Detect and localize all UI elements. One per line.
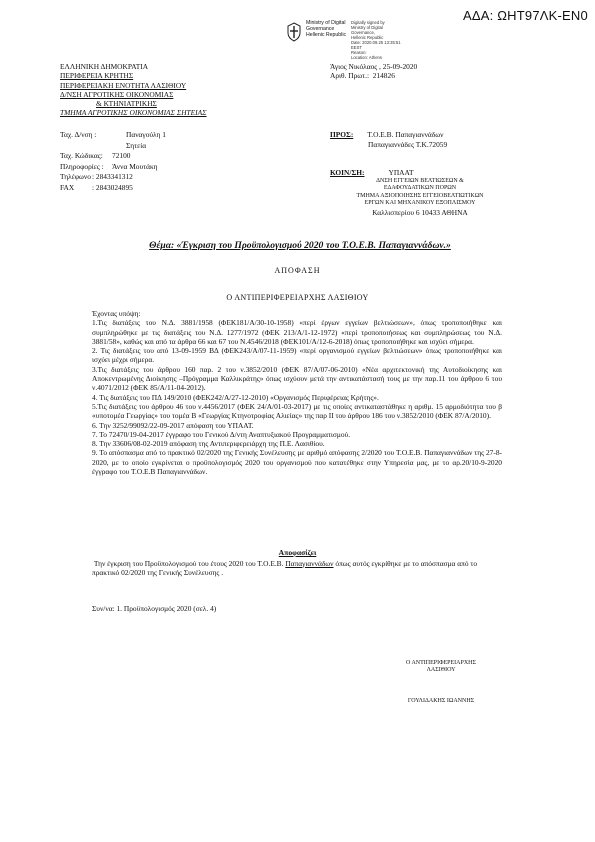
recipient-name: Τ.Ο.Ε.Β. Παπαγιαννάδων — [367, 130, 444, 139]
official-heading: Ο ΑΝΤΙΠΕΡΙΦΕΡΕΙΑΡΧΗΣ ΛΑΣΙΘΙΟΥ — [226, 293, 369, 302]
digital-signature-details: Digitally signed by Ministry of Digital Governance, Hellenic Republic Date: 2020.09.25 13:35:51 EEST Reason: Location: Athens — [351, 20, 401, 60]
consideration-item: 1.Τις διατάξεις του Ν.Δ. 3881/1958 (ΦΕΚ181/Α/30-10-1958) «περί έργων εγγείων βελτιώσεων», όπως τροποποιήθηκε και συμπληρώθηκε με τις διατάξεις του Ν.Δ. 1277/1972 (ΦΕΚ 213/Α/1-12-1972) «περί τροποποιήσεως και συμπληρώσεως του Ν.Δ. 3881/58», καθώς και από τα άρθρα 66 και 67 του Ν.4546/2018 (ΦΕΚ101/Α/12-6-2018) όπως τροποποιήθηκε και ισχύει σήμερα. — [92, 318, 502, 346]
gov-stamp-name: Ministry of Digital Governance Hellenic Republic — [306, 20, 347, 39]
place-date-block — [330, 62, 417, 81]
cc-line: Καλλισπερίου 6 10433 ΑΘΗΝΑ — [372, 207, 468, 217]
cc-line: ΤΜΗΜΑ ΑΞΙΟΠΟΙΗΣΗΣ ΕΓΓΕΙΟΒΕΛΤΙΩΤΙΚΩΝ — [356, 192, 484, 199]
cc-line: ΔΝΣΗ ΕΓΓΕΙΩΝ ΒΕΛΤΙΩΣΕΩΝ & — [376, 178, 464, 184]
consideration-item: 9. Το απόσπασμα από το πρακτικό 02/2020 της Γενικής Συνέλευσης με αριθμό απόφασης 2/2020 του Τ.Ο.Ε.Β. Παπαγιαννάδων της 27-8-2020, με το οποίο εγκρίνεται ο προϋπολογισμός 2020 του οργανισμού που κατατέθηκε στην Υπηρεσία μας, με το αρ.20/10-9-2020 έγγραφο του Τ.Ο.Ε.Β Παπαγιαννάδων. — [92, 448, 502, 477]
cc-block — [330, 168, 510, 217]
attachments: Συν/να: 1. Προϋπολογισμός 2020 (σελ. 4) — [92, 604, 217, 613]
decision-text: Την έγκριση του Προϋπολογισμού του έτους 2020 του Τ.Ο.Ε.Β. Παπαγιαννάδων όπως αυτός εγκρίθηκε με το απόσπασμα από το πρακτικό 02/2020 της Γενικής Συνέλευσης . — [92, 559, 478, 578]
decides-heading: Αποφασίζει — [278, 548, 317, 557]
consideration-item: 5.Τις διατάξεις του άρθρου 46 του ν.4456/2017 (ΦΕΚ 24/Α/01-03-2017) με τις οποίες αντικαταστάθηκε η αριθμ. 15 αρμοδιότητα του β «υποτομέα Γεωργίας» του τομέα Β «Γεωργίας Κτηνοτροφίας Αλιείας» της παρ ΙΙ του άρθρου 186 του ν.3852/2010 (ΦΕΚ 87/Α/2010). — [92, 401, 502, 421]
cc-label: ΚΟΙΝ/ΣΗ: — [330, 168, 365, 177]
protocol-number: Αριθ. Πρωτ.: 214826 — [330, 71, 395, 81]
consideration-item: 8. Την 33606/08-02-2019 απόφαση της Αντιπεριφερειάρχη της Π.Ε. Λασιθίου. — [92, 439, 325, 449]
issuer-line: ΠΕΡΙΦΕΡΕΙΑΚΗ ΕΝΟΤΗΤΑ ΛΑΣΙΘΙΟΥ — [60, 80, 187, 90]
issuer-header — [60, 62, 207, 118]
cc-line: ΕΡΓΩΝ ΚΑΙ ΜΗΧΑΝΙΚΟΥ ΕΞΟΠΛΙΣΜΟΥ — [364, 200, 476, 207]
to-label: ΠΡΟΣ: — [330, 130, 354, 139]
greek-emblem-icon — [286, 22, 302, 42]
consideration-item: 7. Το 72470/19-04-2017 έγγραφο του Γενικού Δ/ντη Αναπτυξιακού Προγραμματισμού. — [92, 429, 351, 439]
subject-line: Θέμα: «Έγκριση του Προϋπολογισμού 2020 του Τ.Ο.Ε.Β. Παπαγιαννάδων.» — [149, 240, 451, 251]
considerations — [92, 309, 502, 476]
issuer-line: ΕΛΛΗΝΙΚΗ ΔΗΜΟΚΡΑΤΙΑ — [60, 62, 149, 71]
toeb-name: Παπαγιαννάδων — [285, 559, 334, 568]
consideration-item: 2. Τις διατάξεις του από 13-09-1959 ΒΔ (ΦΕΚ243/Α/07-11-1959) «περί οργανισμού εγγείων βελτιώσεων» όπως τροποποιήθηκε και ισχύει μέχρι σήμερα. — [92, 346, 502, 365]
signatory-name: ΓΟΥΛΙΔΑΚΗΣ ΙΩΑΝΝΗΣ — [407, 698, 475, 704]
recipient-address: Παπαγιαννάδες Τ.Κ.72059 — [368, 140, 448, 149]
intro-text: Έχοντας υπόψη: — [92, 309, 141, 318]
place-date: Άγιος Νικόλαος , 25-09-2020 — [330, 62, 418, 71]
cc-line: ΕΔΑΦΟΥΔΑΤΙΚΩΝ ΠΟΡΩΝ — [383, 185, 457, 192]
issuer-line: & ΚΤΗΝΙΑΤΡΙΚΗΣ — [96, 99, 157, 109]
consideration-item: 3.Τις διατάξεις του άρθρου 160 παρ. 2 του ν.3852/2010 (ΦΕΚ 87/Α/07-06-2010) «Νέα αρχιτεκτονική της Αυτοδιοίκησης και Αποκεντρωμένης Διοίκησης –Πρόγραμμα Καλλικράτης» όπως ισχύουν μετά την αντικατάστασή τους με την παρ.11 του άρθρου 6 του ν.4071/2012 (ΦΕΚ 85/Α/11-04-2012). — [92, 364, 502, 393]
issuer-line: Δ/ΝΣΗ ΑΓΡΟΤΙΚΗΣ ΟΙΚΟΝΟΜΙΑΣ — [60, 89, 174, 99]
issuer-line: ΤΜΗΜΑ ΑΓΡΟΤΙΚΗΣ ΟΙΚΟΝΟΜΙΑΣ ΣΗΤΕΙΑΣ — [60, 108, 207, 118]
ada-code: ΑΔΑ: ΩΗΤ97ΛΚ-ΕΝ0 — [463, 8, 588, 23]
cc-first: ΥΠΑΑΤ — [388, 168, 414, 177]
consideration-item: 6. Την 3252/99092/22-09-2017 απόφαση του ΥΠΑΑΤ. — [92, 420, 254, 430]
consideration-item: 4. Τις διατάξεις του ΠΔ 149/2010 (ΦΕΚ242/Α/27-12-2010) «Οργανισμός Περιφέρειας Κρήτης». — [92, 392, 379, 402]
decision-heading: ΑΠΟΦΑΣΗ — [274, 266, 321, 275]
signature-title: Ο ΑΝΤΙΠΕΡΙΦΕΡΕΙΑΡΧΗΣ ΛΑΣΙΘΙΟΥ — [405, 660, 477, 674]
recipient-block — [330, 130, 447, 149]
contact-block: Ταχ. Δ/νση : Παναγούλη 1 Σητεία Ταχ. Κώδικας: 72100 Πληροφορίες : Άννα Μουτάκη Τηλέφωνο : 2843341312 FAX : 2843024895 — [60, 130, 166, 192]
issuer-line: ΠΕΡΙΦΕΡΕΙΑ ΚΡΗΤΗΣ — [60, 71, 134, 81]
